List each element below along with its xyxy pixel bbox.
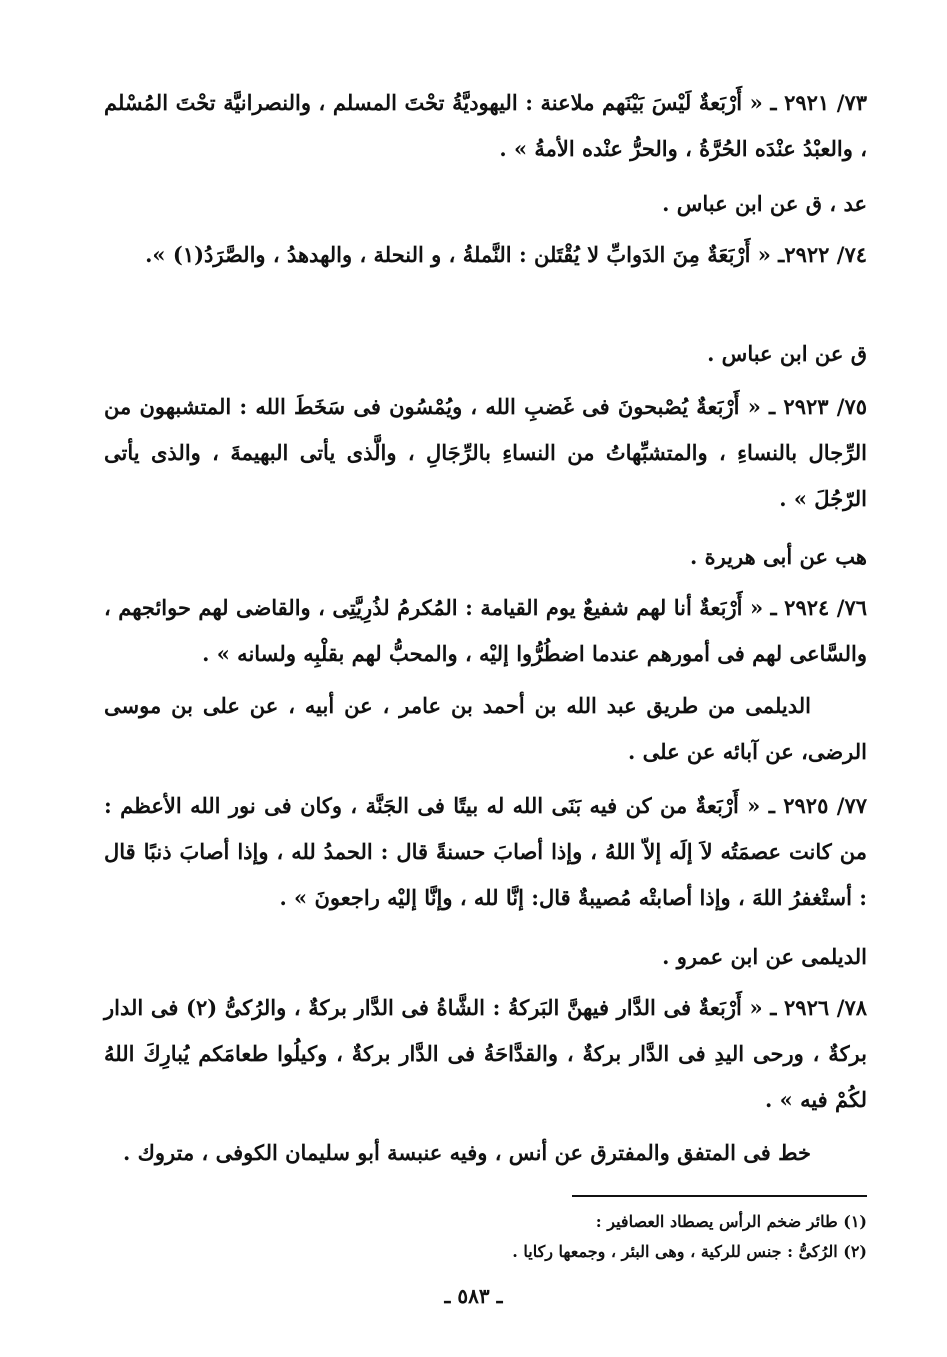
hadith-entry-78: ٧٨/ ٢٩٢٦ ـ « أَرْبَعةٌ فى الدَّار فيهنَّ البَركةُ : الشَّاةُ فى الدَّار بركةٌ ، والرُكىُّ (٢) فى الدار بركةٌ ، ورحى اليدِ فى الدَّار بركةٌ ، والقدَّاحَةُ فى الدَّار بركةٌ ، وكيلُوا طعامَكم يُبارِكَ اللهُ لكُمْ فيه » . xyxy=(104,995,867,1112)
hadith-entry-74: ٧٤/ ٢٩٢٢ـ « أَرْبَعَةٌ مِنَ الدَوابِّ لا يُقْتَلن : النَّملةُ ، و النحلة ، والهدهدُ ، والصَّرَدُ(١) ». xyxy=(145,242,867,267)
footnote-2: (٢) الرُكىُّ : جنس للركية ، وهى البئر ، وجمعها ركايا . xyxy=(512,1242,867,1261)
hadith-entry-75: ٧٥/ ٢٩٢٣ ـ « أَرْبَعةٌ يُصْبحونَ فى غَضبِ الله ، ويُمْسُون فى سَخَطَ الله : المتشبهون من الرِّجال بالنساءِ ، والمتشبِّهاتُ من النساءِ بالرِّجَالِ ، والَّذى يأتى البهيمةَ ، والذى يأتى الرّجُلَ » . xyxy=(104,394,867,511)
source-citation-75: هب عن أبى هريرة . xyxy=(689,544,867,569)
source-citation-76: الديلمى من طريق عبد الله بن أحمد بن عامر ، عن أبيه ، عن على بن موسى الرضى، عن آبائه عن على . xyxy=(104,693,867,764)
footnote-1: (١) طائر ضخم الرأس يصطاد العصافير : xyxy=(595,1212,867,1231)
page-number: ـ ٥٨٣ ـ xyxy=(444,1284,503,1308)
footnote-separator xyxy=(572,1195,867,1197)
source-citation-78: خط فى المتفق والمفترق عن أنس ، وفيه عنبسة أبو سليمان الكوفى ، متروك . xyxy=(122,1140,811,1165)
source-citation-77: الديلمى عن ابن عمرو . xyxy=(662,944,867,969)
hadith-entry-73: ٧٣/ ٢٩٢١ ـ « أَرْبَعةٌ لَيْسَ بَيْنَهم ملاعنة : اليهوديَّةُ تحْتَ المسلم ، والنصرانيَّة تحْتَ المُسْلم ، والعبْدُ عنْدَه الحُرَّةُ ، والحرُّ عنْده الأمةُ » . xyxy=(104,90,867,161)
source-citation-74: ق عن ابن عباس . xyxy=(707,341,867,366)
hadith-entry-77: ٧٧/ ٢٩٢٥ ـ « أَرْبَعةٌ من كن فيه بَنَى الله له بيتًا فى الجَنَّة ، وكان فى نور الله الأعظم : من كانت عصمَتُه لاَ إلَه إلاّ اللهُ ، وإذا أصابَ حسنةً قال : الحمدُ لله ، وإذا أصابَ ذنبًا قال : أستْغفرُ اللهَ ، وإذا أصابتْه مُصيبةٌ قال: إنَّا لله ، وإنَّا إليْه راجعونَ » . xyxy=(104,793,867,910)
hadith-entry-76: ٧٦/ ٢٩٢٤ ـ « أَرْبَعةٌ أنا لهم شفيعٌ يوم القيامة : المُكرمُ لذُرِيَّتِى ، والقاضى لهم حوائجهم ، والسَّاعى لهم فى أمورهم عندما اضطُرُّوا إليْه ، والمحبُّ لهم بقلْبِه ولسانه » . xyxy=(104,595,867,666)
source-citation-73: عد ، ق عن ابن عباس . xyxy=(662,191,867,216)
